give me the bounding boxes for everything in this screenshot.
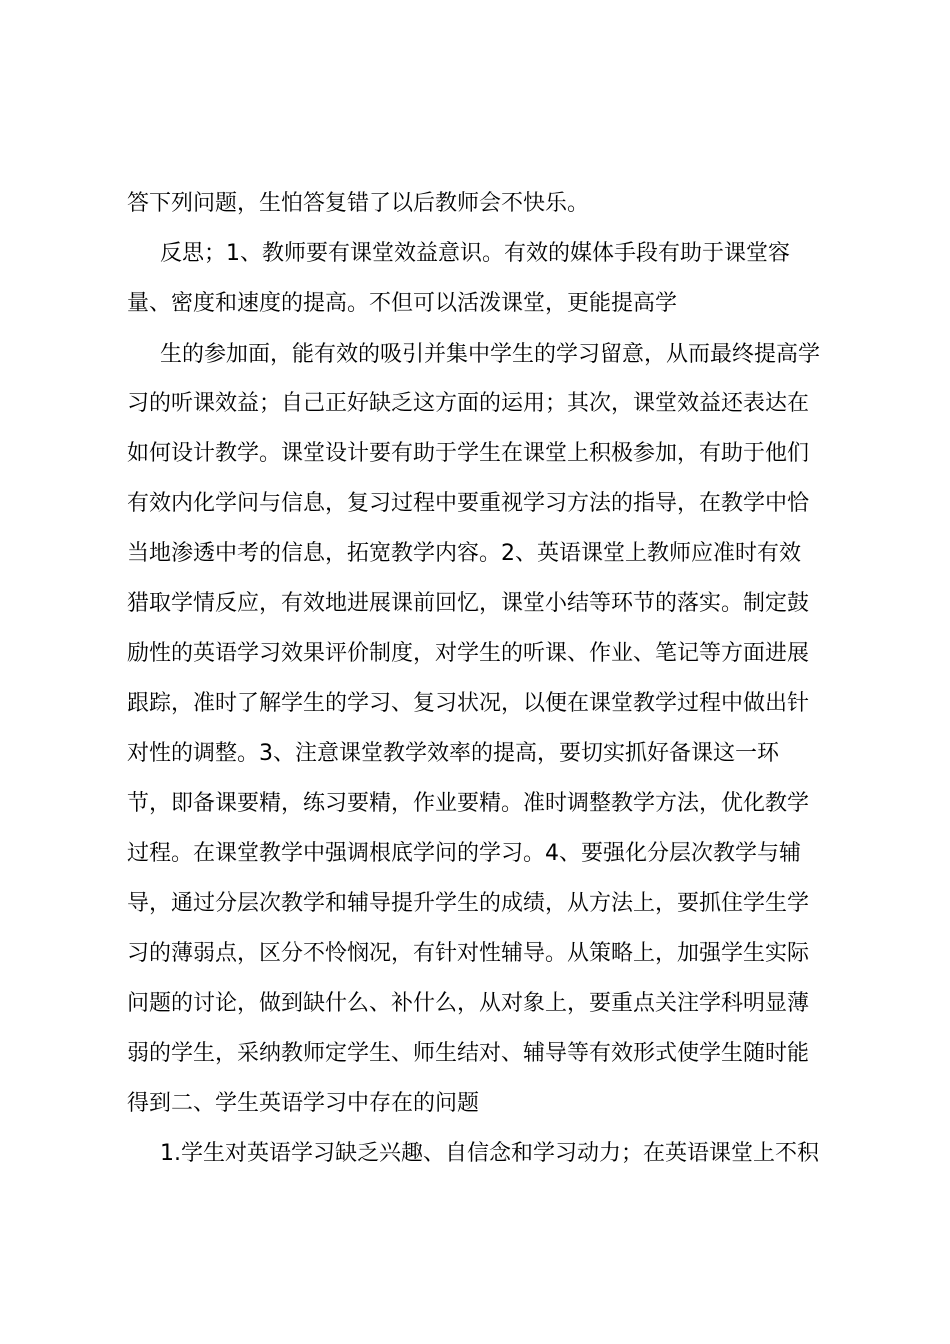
text-line-14: 过程。在课堂教学中强调根底学问的学习。4、要强化分层次教学与辅 — [127, 841, 801, 866]
text-line-12: 对性的调整。3、注意课堂教学效率的提高，要切实抓好备课这一环 — [127, 741, 779, 766]
text-line-3: 量、密度和速度的提高。不但可以活泼课堂，更能提高学 — [127, 291, 678, 316]
text-line-19: 得到二、学生英语学习中存在的问题 — [127, 1091, 480, 1116]
text-line-6: 如何设计教学。课堂设计要有助于学生在课堂上积极参加，有助于他们 — [127, 441, 810, 466]
text-line-11: 跟踪，准时了解学生的学习、复习状况，以便在课堂教学过程中做出针 — [127, 691, 810, 716]
text-line-10: 励性的英语学习效果评价制度，对学生的听课、作业、笔记等方面进展 — [127, 641, 810, 666]
text-line-9: 猎取学情反应，有效地进展课前回忆，课堂小结等环节的落实。制定鼓 — [127, 591, 810, 616]
text-line-5: 习的听课效益；自己正好缺乏这方面的运用；其次，课堂效益还表达在 — [127, 391, 810, 416]
text-line-15: 导，通过分层次教学和辅导提升学生的成绩，从方法上，要抓住学生学 — [127, 891, 810, 916]
text-line-8: 当地渗透中考的信息，拓宽教学内容。2、英语课堂上教师应准时有效 — [127, 541, 801, 566]
text-line-4: 生的参加面，能有效的吸引并集中学生的学习留意，从而最终提高学 — [160, 342, 821, 367]
text-line-17: 问题的讨论，做到缺什么、补什么，从对象上，要重点关注学科明显薄 — [127, 991, 810, 1016]
text-line-7: 有效内化学问与信息，复习过程中要重视学习方法的指导，在教学中恰 — [127, 491, 810, 516]
text-line-1: 答下列问题，生怕答复错了以后教师会不快乐。 — [127, 191, 590, 216]
text-line-16: 习的薄弱点，区分不怜悯况，有针对性辅导。从策略上，加强学生实际 — [127, 941, 810, 966]
text-line-18: 弱的学生，采纳教师定学生、师生结对、辅导等有效形式使学生随时能 — [127, 1041, 810, 1066]
text-line-20: 1.学生对英语学习缺乏兴趣、自信念和学习动力；在英语课堂上不积 — [160, 1141, 819, 1166]
text-line-2: 反思；1、教师要有课堂效益意识。有效的媒体手段有助于课堂容 — [160, 241, 790, 266]
text-line-13: 节，即备课要精，练习要精，作业要精。准时调整教学方法，优化教学 — [127, 791, 810, 816]
